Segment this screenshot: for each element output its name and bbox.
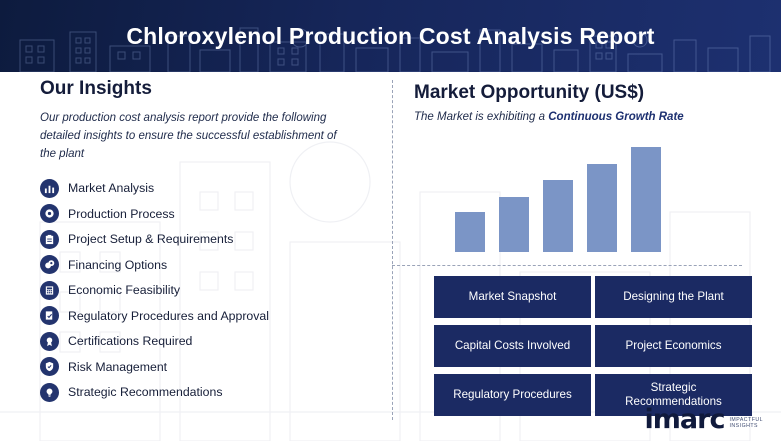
certificate-icon — [40, 332, 59, 351]
insights-description: Our production cost analysis report provide the following detailed insights to ensure the successful establishment of the plant — [40, 112, 337, 160]
card-market-snapshot[interactable]: Market Snapshot — [434, 276, 591, 318]
list-item[interactable] — [40, 175, 380, 201]
logo-tagline-line2: INSIGHTS — [729, 423, 758, 430]
chart-bar — [631, 147, 661, 252]
logo-tagline — [729, 417, 763, 434]
coins-icon — [40, 255, 59, 274]
chart-bar — [499, 197, 529, 252]
list-item[interactable] — [40, 354, 380, 380]
list-item[interactable] — [40, 303, 380, 329]
shield-icon — [40, 357, 59, 376]
gear-icon — [40, 204, 59, 223]
list-item-label: Certifications Required — [68, 334, 193, 349]
list-item[interactable] — [40, 328, 380, 354]
chart-bar — [543, 180, 573, 252]
card-project-economics[interactable]: Project Economics — [595, 325, 752, 367]
insights-title: Our Insights — [40, 78, 152, 99]
market-subtitle-highlight: Continuous Growth Rate — [548, 111, 684, 123]
document-check-icon — [40, 306, 59, 325]
list-item[interactable] — [40, 226, 380, 252]
list-item-label: Strategic Recommendations — [68, 385, 223, 400]
card-capital-costs-involved[interactable]: Capital Costs Involved — [434, 325, 591, 367]
clipboard-icon — [40, 230, 59, 249]
list-item-label: Regulatory Procedures and Approval — [68, 308, 269, 323]
calculator-icon — [40, 281, 59, 300]
market-subtitle — [414, 111, 754, 123]
list-item-label: Risk Management — [68, 359, 168, 374]
chart-bar — [455, 212, 485, 252]
imarc-logo — [645, 406, 763, 433]
market-subtitle-prefix: The Market is exhibiting a — [414, 111, 549, 123]
horizontal-divider — [392, 265, 742, 266]
list-item[interactable] — [40, 277, 380, 303]
insights-list — [40, 175, 380, 405]
page-title: Chloroxylenol Production Cost Analysis Report — [126, 22, 655, 49]
chart-icon — [40, 179, 59, 198]
header-banner — [0, 0, 781, 72]
market-opportunity-panel — [414, 82, 754, 123]
lightbulb-icon — [40, 383, 59, 402]
market-opportunity-bar-chart — [455, 140, 685, 252]
card-strategic-recommendations[interactable]: Strategic Recommendations — [595, 374, 752, 416]
logo-wordmark: imarc — [644, 404, 725, 435]
list-item-label: Economic Feasibility — [68, 283, 181, 298]
list-item-label: Project Setup & Requirements — [68, 232, 234, 247]
card-designing-the-plant[interactable]: Designing the Plant — [595, 276, 752, 318]
insights-panel — [40, 78, 380, 405]
market-title: Market Opportunity (US$) — [414, 82, 645, 103]
chart-bar — [587, 164, 617, 252]
vertical-divider — [392, 80, 393, 420]
section-cards — [434, 276, 744, 416]
list-item-label: Market Analysis — [68, 181, 155, 196]
card-regulatory-procedures[interactable]: Regulatory Procedures — [434, 374, 591, 416]
list-item-label: Production Process — [68, 206, 175, 221]
list-item[interactable] — [40, 201, 380, 227]
list-item[interactable] — [40, 379, 380, 405]
list-item[interactable] — [40, 252, 380, 278]
list-item-label: Financing Options — [68, 257, 168, 272]
logo-tagline-line1: IMPACTFUL — [729, 416, 763, 423]
